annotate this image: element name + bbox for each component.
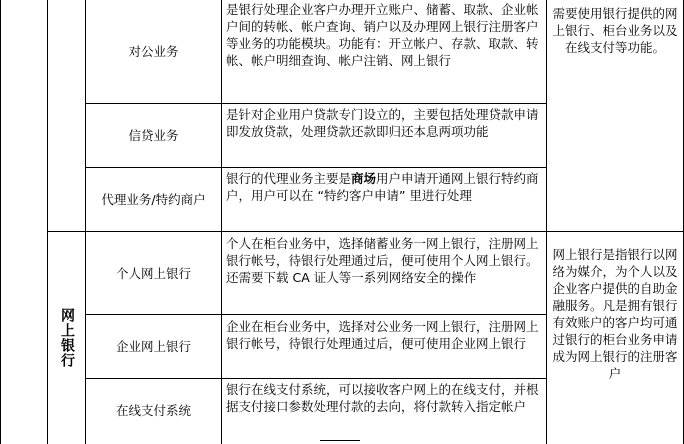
row-name-online-payment	[86, 379, 221, 442]
note-top-text: 需要使用银行提供的网上银行、柜台业务以及在线支付等功能。	[552, 6, 678, 55]
row-name-agency	[86, 168, 221, 231]
row-desc-text: 是银行处理企业客户办理开立账户、储蓄、取款、企业帐户间的转帐、帐户查询、销户以及办理网上银行注册客户等业务的功能模块。功能有：开立帐户、存款、取款、转帐、帐户明细查询、帐户注销、网上银行	[226, 2, 539, 68]
row-name-credit	[86, 104, 221, 167]
row-desc-bold: 商场	[351, 171, 377, 186]
note-bottom	[547, 244, 683, 442]
grid-line	[0, 0, 1, 444]
row-desc-corporate	[222, 1, 546, 103]
row-desc-text-1: 银行的代理业务主要是	[226, 171, 352, 186]
note-top	[547, 3, 683, 231]
row-desc-online-payment	[222, 381, 546, 442]
row-name-label: 个人网上银行	[115, 265, 191, 281]
note-bottom-text: 网上银行是指银行以网络为媒介，为个人以及企业客户提供的自助金融服务。凡是拥有银行有效账户的客户均可通过银行的柜台业务申请成为网上银行的注册客户	[552, 247, 678, 381]
row-desc-credit	[222, 106, 546, 167]
row-name-label: 对公业务	[128, 44, 179, 59]
row-desc-text: 是针对企业用户贷款专门设立的，主要包括处理贷款申请即发放贷款，处理贷款还款即归还本息两项功能	[226, 107, 539, 139]
row-desc-enterprise-online	[222, 318, 546, 378]
row-desc-agency	[222, 170, 546, 231]
row-desc-text-2: 用户申请开通网上银行特约商户，用户可以在 “特约客户申请” 里进行处理	[226, 171, 539, 203]
row-name-label: 信贷业务	[128, 128, 179, 143]
row-desc-text: 银行在线支付系统，可以接收客户网上的在线支付，并根据支付接口参数处理付款的去向，将付款转入指定帐户	[226, 382, 539, 414]
row-desc-text: 企业在柜台业务中，选择对公业务一网上银行，注册网上银行帐号，待银行处理通过后，便可使用企业网上银行	[226, 319, 539, 351]
section-label-online-banking: 网上银行	[59, 308, 75, 368]
row-name-label: 在线支付系统	[115, 403, 191, 418]
row-desc-personal-online	[222, 235, 546, 314]
row-name-label: 企业网上银行	[115, 339, 191, 354]
row-name-enterprise-online	[86, 315, 221, 378]
row-name-personal-online	[86, 232, 221, 314]
row-name-label: 代理业务/特约商户	[101, 192, 206, 207]
section-label-cell	[48, 232, 85, 444]
row-name-corporate	[86, 0, 221, 103]
row-desc-text: 个人在柜台业务中，选择储蓄业务一网上银行，注册网上银行帐号，待银行处理通过后，便可使用个人网上银行。还需要下载 CA 证人等一系列网络安全的操作	[226, 236, 539, 285]
